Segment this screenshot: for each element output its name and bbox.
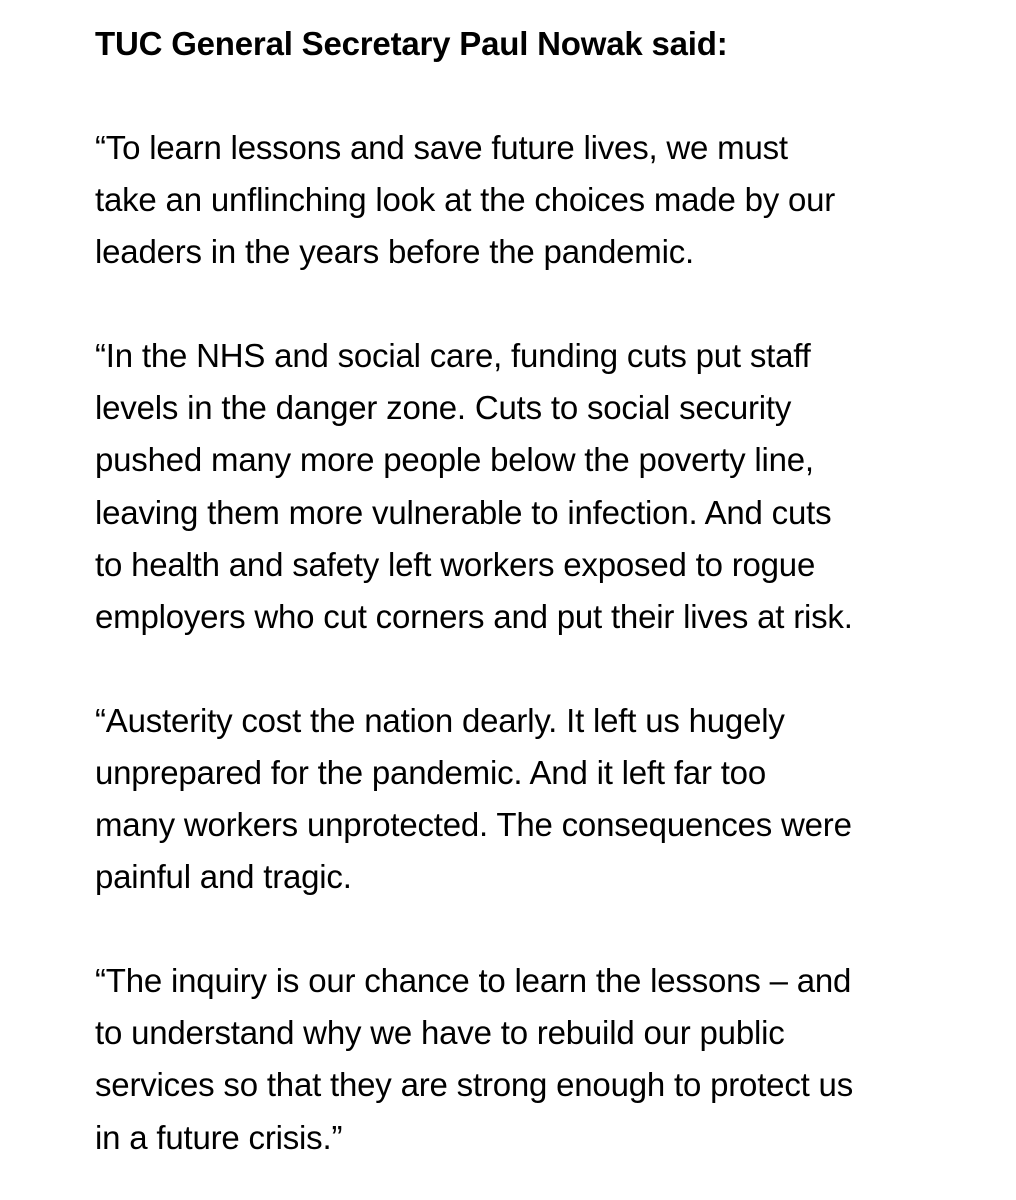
text-line: “In the NHS and social care, funding cuts put staff xyxy=(95,337,811,375)
text-line: “Austerity cost the nation dearly. It left us hugely xyxy=(95,701,785,739)
text-line: to understand why we have to rebuild our public xyxy=(95,1014,785,1052)
text-line: leaders in the years before the pandemic. xyxy=(95,233,694,271)
quote-paragraph-2 xyxy=(95,330,976,643)
text-line: many workers unprotected. The consequences were xyxy=(95,806,852,844)
document-heading: TUC General Secretary Paul Nowak said: xyxy=(95,25,728,62)
text-line: services so that they are strong enough to protect us xyxy=(95,1066,854,1104)
text-line: unprepared for the pandemic. And it left far too xyxy=(95,753,766,791)
text-line: “To learn lessons and save future lives, we must xyxy=(95,129,788,166)
text-line: take an unflinching look at the choices made by our xyxy=(95,181,836,219)
text-line: pushed many more people below the poverty line, xyxy=(95,441,814,479)
quote-paragraph-4 xyxy=(95,955,976,1163)
quote-paragraph-1 xyxy=(95,122,976,278)
text-line: leaving them more vulnerable to infection. And cuts xyxy=(95,493,832,531)
text-line: levels in the danger zone. Cuts to social security xyxy=(95,389,792,427)
quote-paragraph-3 xyxy=(95,695,976,903)
text-line: to health and safety left workers exposed to rogue xyxy=(95,545,816,583)
text-line: employers who cut corners and put their lives at risk. xyxy=(95,597,853,635)
text-line: “The inquiry is our chance to learn the lessons – and xyxy=(95,962,852,1000)
text-line: in a future crisis.” xyxy=(95,1118,343,1156)
text-line: painful and tragic. xyxy=(95,858,352,896)
